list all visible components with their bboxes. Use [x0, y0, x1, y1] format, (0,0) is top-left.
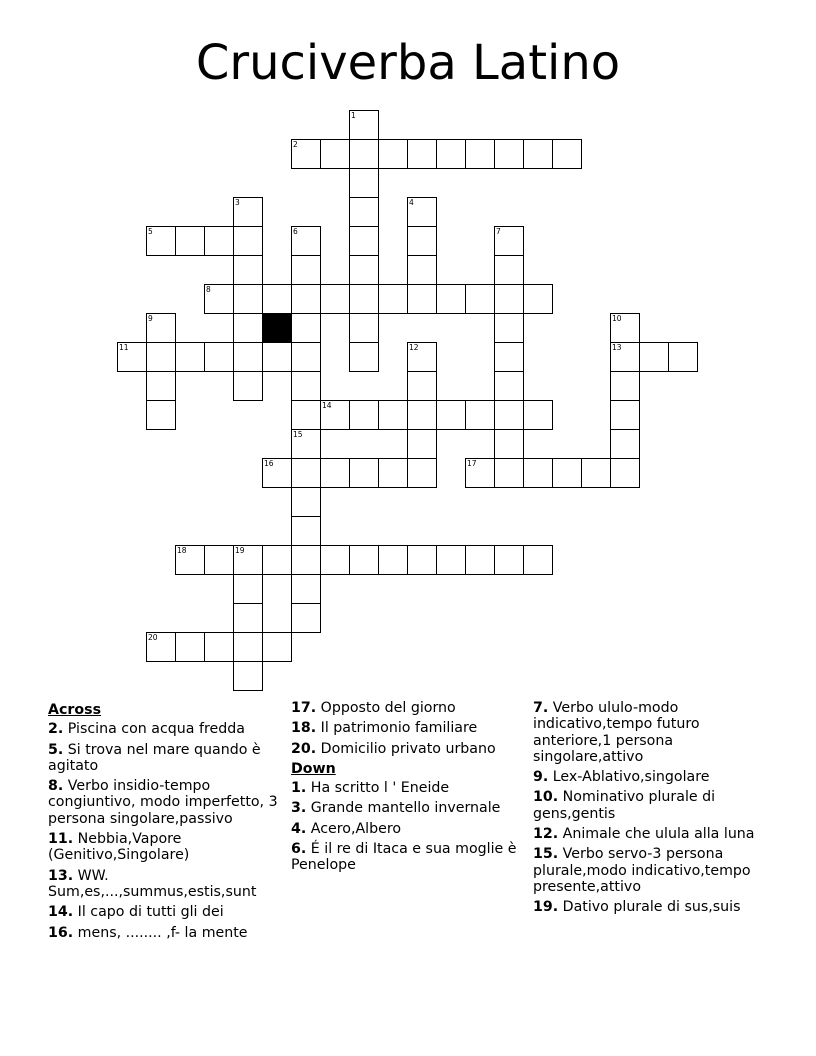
grid-cell[interactable]	[494, 545, 524, 575]
grid-cell[interactable]	[494, 458, 524, 488]
grid-cell[interactable]	[233, 545, 263, 575]
grid-cell[interactable]	[349, 255, 379, 285]
grid-cell[interactable]	[291, 255, 321, 285]
clue-down-15: 15. Verbo servo-3 persona plurale,modo indicativo,tempo presente,attivo	[533, 846, 751, 895]
grid-cell[interactable]	[378, 545, 408, 575]
grid-cell[interactable]	[291, 429, 321, 459]
clue-number: 12	[409, 343, 419, 352]
grid-cell[interactable]	[407, 371, 437, 401]
grid-cell[interactable]	[146, 226, 176, 256]
grid-cell[interactable]	[407, 284, 437, 314]
clue-down-10: 10. Nominativo plurale di gens,gentis	[533, 789, 716, 822]
grid-cell[interactable]	[436, 139, 466, 169]
grid-cell[interactable]	[349, 545, 379, 575]
grid-cell[interactable]	[233, 632, 263, 662]
grid-cell[interactable]	[523, 545, 553, 575]
grid-cell[interactable]	[262, 632, 292, 662]
clue-number: 1	[351, 111, 356, 120]
grid-cell[interactable]	[668, 342, 698, 372]
clue-number: 3	[235, 198, 240, 207]
grid-cell[interactable]	[494, 371, 524, 401]
grid-cell[interactable]	[465, 458, 495, 488]
clue-number: 20	[148, 633, 158, 642]
grid-cell[interactable]	[320, 284, 350, 314]
grid-cell[interactable]	[175, 226, 205, 256]
grid-cell[interactable]	[291, 139, 321, 169]
grid-cell[interactable]	[581, 458, 611, 488]
grid-cell[interactable]	[291, 342, 321, 372]
grid-cell[interactable]	[494, 429, 524, 459]
grid-cell[interactable]	[407, 400, 437, 430]
grid-cell[interactable]	[378, 139, 408, 169]
grid-cell[interactable]	[465, 139, 495, 169]
grid-cell[interactable]	[465, 400, 495, 430]
grid-cell[interactable]	[233, 574, 263, 604]
grid-cell[interactable]	[349, 458, 379, 488]
grid-cell[interactable]	[407, 139, 437, 169]
grid-cell[interactable]	[291, 284, 321, 314]
grid-cell[interactable]	[349, 110, 379, 140]
clue-number: 2	[293, 140, 298, 149]
grid-cell[interactable]	[320, 400, 350, 430]
grid-cell[interactable]	[233, 226, 263, 256]
clue-number: 16	[264, 459, 274, 468]
across-heading: Across	[48, 702, 102, 718]
grid-cell[interactable]	[610, 458, 640, 488]
grid-cell[interactable]	[610, 313, 640, 343]
clue-across-18: 18. Il patrimonio familiare	[291, 720, 478, 737]
clue-number: 7	[496, 227, 501, 236]
grid-cell[interactable]	[291, 545, 321, 575]
grid-cell[interactable]	[436, 545, 466, 575]
grid-cell[interactable]	[291, 516, 321, 546]
clue-number: 9	[148, 314, 153, 323]
down-heading: Down	[291, 760, 336, 777]
clue-across-11: 11. Nebbia,Vapore (Genitivo,Singolare)	[48, 831, 190, 864]
clue-down-4: 4. Acero,Albero	[291, 820, 402, 837]
grid-cell[interactable]	[146, 371, 176, 401]
clue-number: 13	[612, 343, 622, 352]
clue-across-17: 17. Opposto del giorno	[291, 700, 456, 716]
grid-cell[interactable]	[378, 458, 408, 488]
grid-cell[interactable]	[117, 342, 147, 372]
clue-number: 15	[293, 430, 303, 439]
grid-cell[interactable]	[291, 574, 321, 604]
grid-cell[interactable]	[291, 487, 321, 517]
grid-cell[interactable]	[436, 400, 466, 430]
grid-cell[interactable]	[320, 458, 350, 488]
grid-cell[interactable]	[407, 197, 437, 227]
grid-cell[interactable]	[291, 603, 321, 633]
grid-cell[interactable]	[349, 197, 379, 227]
grid-cell[interactable]	[233, 603, 263, 633]
grid-cell[interactable]	[407, 458, 437, 488]
clue-number: 17	[467, 459, 477, 468]
clue-across-16: 16. mens, ........ ,f- la mente	[48, 924, 248, 941]
grid-cell[interactable]	[378, 284, 408, 314]
grid-cell[interactable]	[233, 255, 263, 285]
grid-cell[interactable]	[436, 284, 466, 314]
clue-down-12: 12. Animale che ulula alla luna	[533, 826, 755, 843]
grid-cell[interactable]	[407, 429, 437, 459]
grid-cell[interactable]	[175, 342, 205, 372]
clue-across-13: 13. WW. Sum,es,...,summus,estis,sunt	[48, 867, 257, 900]
grid-cell[interactable]	[349, 226, 379, 256]
grid-cell[interactable]	[291, 458, 321, 488]
clue-number: 18	[177, 546, 187, 555]
grid-cell[interactable]	[320, 139, 350, 169]
grid-cell[interactable]	[204, 545, 234, 575]
clue-number: 19	[235, 546, 245, 555]
grid-cell[interactable]	[552, 139, 582, 169]
grid-cell[interactable]	[523, 139, 553, 169]
grid-cell[interactable]	[407, 342, 437, 372]
grid-cell[interactable]	[204, 632, 234, 662]
grid-cell[interactable]	[523, 284, 553, 314]
grid-cell[interactable]	[494, 313, 524, 343]
grid-cell[interactable]	[146, 313, 176, 343]
clue-across-14: 14. Il capo di tutti gli dei	[48, 904, 224, 921]
grid-cell[interactable]	[291, 400, 321, 430]
grid-cell[interactable]	[233, 661, 263, 691]
grid-cell[interactable]	[465, 545, 495, 575]
grid-cell[interactable]	[407, 226, 437, 256]
clue-down-7: 7. Verbo ululo-modo indicativo,tempo futuro anteriore,1 persona singolare,attivo	[533, 700, 700, 765]
puzzle-title: Cruciverba Latino	[195, 35, 621, 91]
clue-number: 4	[409, 198, 414, 207]
clues-column-2	[291, 700, 521, 878]
grid-cell[interactable]	[349, 313, 379, 343]
clue-number: 6	[293, 227, 298, 236]
grid-cell[interactable]	[233, 371, 263, 401]
grid-cell[interactable]	[494, 226, 524, 256]
grid-cell[interactable]	[204, 226, 234, 256]
clue-number: 14	[322, 401, 332, 410]
clue-down-6: 6. É il re di Itaca e sua moglie è Penelope	[291, 841, 517, 874]
grid-cell[interactable]	[291, 371, 321, 401]
grid-cell[interactable]	[610, 342, 640, 372]
grid-cell[interactable]	[233, 197, 263, 227]
clue-number: 11	[119, 343, 129, 352]
grid-cell[interactable]	[465, 284, 495, 314]
grid-cell[interactable]	[349, 139, 379, 169]
grid-cell[interactable]	[146, 400, 176, 430]
grid-cell[interactable]	[610, 371, 640, 401]
grid-cell[interactable]	[349, 284, 379, 314]
grid-cell[interactable]	[407, 545, 437, 575]
clue-down-9: 9. Lex-Ablativo,singolare	[533, 769, 710, 786]
grid-cell[interactable]	[349, 400, 379, 430]
grid-cell[interactable]	[320, 545, 350, 575]
grid-cell[interactable]	[407, 255, 437, 285]
grid-cell[interactable]	[494, 342, 524, 372]
grid-cell[interactable]	[610, 400, 640, 430]
grid-cell[interactable]	[146, 342, 176, 372]
grid-cell[interactable]	[204, 342, 234, 372]
grid-cell[interactable]	[262, 342, 292, 372]
grid-cell[interactable]	[349, 168, 379, 198]
grid-cell[interactable]	[494, 400, 524, 430]
grid-cell[interactable]	[494, 255, 524, 285]
clues-column-1	[48, 700, 284, 945]
clue-number: 10	[612, 314, 622, 323]
clue-down-3: 3. Grande mantello invernale	[291, 800, 501, 817]
grid-cell[interactable]	[494, 139, 524, 169]
black-cell	[262, 313, 292, 343]
grid-cell[interactable]	[349, 342, 379, 372]
grid-cell[interactable]	[523, 458, 553, 488]
grid-cell[interactable]	[610, 429, 640, 459]
clue-number: 5	[148, 227, 153, 236]
grid-cell[interactable]	[175, 545, 205, 575]
clue-down-1: 1. Ha scritto l ' Eneide	[291, 780, 450, 797]
clue-across-2: 2. Piscina con acqua fredda	[48, 721, 245, 738]
grid-cell[interactable]	[175, 632, 205, 662]
clues-column-3	[533, 700, 773, 920]
clue-across-5: 5. Si trova nel mare quando è agitato	[48, 741, 261, 774]
clue-down-19: 19. Dativo plurale di sus,suis	[533, 899, 741, 916]
grid-cell[interactable]	[262, 545, 292, 575]
grid-cell[interactable]	[146, 632, 176, 662]
clue-number: 8	[206, 285, 211, 294]
grid-cell[interactable]	[378, 400, 408, 430]
clue-across-20: 20. Domicilio privato urbano	[291, 740, 496, 757]
grid-cell[interactable]	[262, 458, 292, 488]
grid-cell[interactable]	[291, 226, 321, 256]
grid-cell[interactable]	[204, 284, 234, 314]
grid-cell[interactable]	[233, 284, 263, 314]
grid-cell[interactable]	[552, 458, 582, 488]
grid-cell[interactable]	[494, 284, 524, 314]
grid-cell[interactable]	[291, 313, 321, 343]
clue-across-8: 8. Verbo insidio-tempo congiuntivo, modo imperfetto, 3 persona singolare,passivo	[48, 778, 278, 827]
grid-cell[interactable]	[639, 342, 669, 372]
grid-cell[interactable]	[523, 400, 553, 430]
grid-cell[interactable]	[233, 342, 263, 372]
grid-cell[interactable]	[262, 284, 292, 314]
grid-cell[interactable]	[233, 313, 263, 343]
